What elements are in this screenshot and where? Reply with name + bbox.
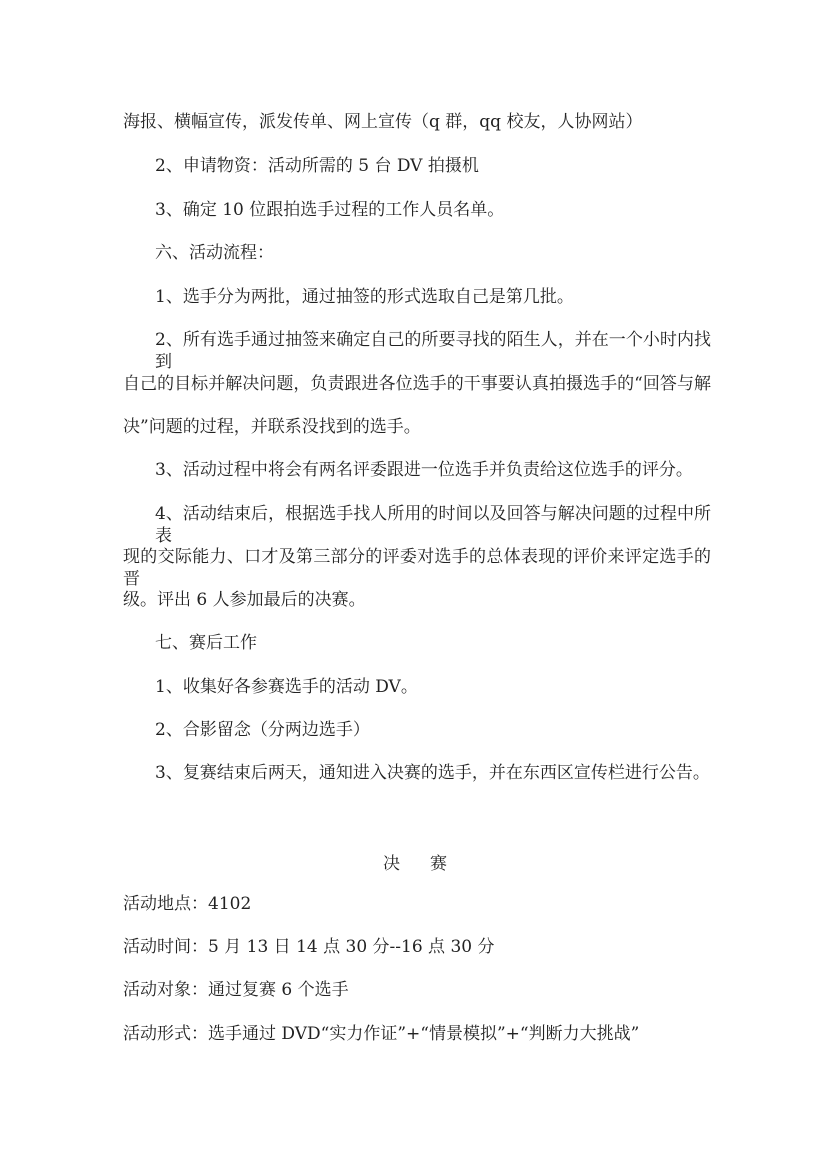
paragraph-line: 1、收集好各参赛选手的活动 DV。 [155, 677, 418, 697]
paragraph-line: 2、申请物资：活动所需的 5 台 DV 拍摄机 [155, 156, 479, 176]
paragraph-line: 3、确定 10 位跟拍选手过程的工作人员名单。 [155, 200, 505, 220]
paragraph-line: 4、活动结束后，根据选手找人所用的时间以及回答与解决问题的过程中所表 [155, 504, 711, 546]
paragraph-line: 活动时间：5 月 13 日 14 点 30 分--16 点 30 分 [123, 937, 495, 957]
paragraph-line: 2、合影留念（分两边选手） [155, 720, 370, 740]
paragraph-line: 2、所有选手通过抽签来确定自己的所要寻找的陌生人，并在一个小时内找到 [155, 330, 711, 372]
paragraph-line: 自己的目标并解决问题，负责跟进各位选手的干事要认真拍摄选手的“回答与解 [123, 374, 711, 394]
section-heading: 六、活动流程： [155, 243, 274, 263]
paragraph-line: 活动对象：通过复赛 6 个选手 [123, 980, 349, 1000]
paragraph-line: 1、选手分为两批，通过抽签的形式选取自己是第几批。 [155, 287, 574, 307]
paragraph-line: 活动形式：选手通过 DVD“实力作证”+“情景模拟”+“判断力大挑战” [123, 1024, 640, 1044]
section-heading: 七、赛后工作 [155, 633, 257, 653]
paragraph-line: 海报、横幅宣传，派发传单、网上宣传（q 群，qq 校友，人协网站） [123, 112, 643, 132]
paragraph-line: 3、复赛结束后两天，通知进入决赛的选手，并在东西区宣传栏进行公告。 [155, 763, 710, 783]
paragraph-line: 3、活动过程中将会有两名评委跟进一位选手并负责给这位选手的评分。 [155, 460, 693, 480]
paragraph-line: 现的交际能力、口才及第三部分的评委对选手的总体表现的评价来评定选手的晋 [123, 547, 711, 589]
section-title: 决赛 [383, 854, 477, 874]
paragraph-line: 级。评出 6 人参加最后的决赛。 [123, 590, 366, 610]
paragraph-line: 活动地点：4102 [123, 894, 252, 914]
paragraph-line: 决”问题的过程，并联系没找到的选手。 [123, 417, 421, 437]
